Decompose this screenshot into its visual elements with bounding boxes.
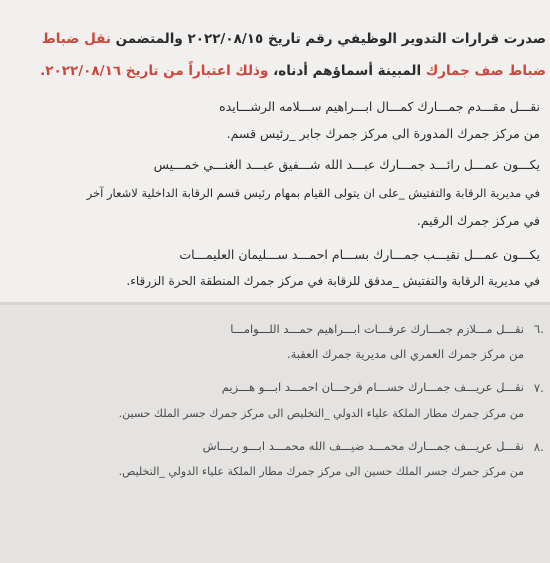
header-line-2-black: المبينة أسماؤهم أدناه، (273, 63, 422, 79)
item-2-line-3: في مركز جمرك الرقيم. (416, 213, 540, 228)
item-3-line-1: يكـــون عمـــل نقيـــب جمـــارك بســـام احمـــد ســـليمان العليمـــات (179, 247, 540, 262)
header-line-1-black: صدرت قرارات التدوير الوظيفي رقم تاريخ ٢٠٢٢/٠٨/١٥ والمتضمن (115, 31, 546, 47)
item-7-line-2: من مركز جمرك مطار الملكة علياء الدولي _التخليص الى مركز جمرك جسر الملك حسين. (118, 407, 524, 420)
header-line-2-red-a: ضباط صف جمارك (425, 63, 546, 79)
item-8-number: ٨. (533, 440, 544, 454)
item-7-line-1: نقـــل عريـــف جمـــارك حســـام فرحـــان احمـــد ابـــو هـــزيم (221, 380, 524, 394)
lower-sheet (0, 305, 550, 563)
item-6-line-1: نقـــل مـــلازم جمـــارك عرفـــات ابـــراهيم حمـــد اللـــوامـــا (230, 322, 524, 336)
header-line-2 (40, 62, 546, 80)
item-1-line-2: من مركز جمرك المدورة الى مركز جمرك جابر _رئيس قسم. (226, 126, 540, 141)
item-6-number: ٦. (533, 322, 544, 336)
item-6-line-2: من مركز جمرك العمري الى مديرية جمرك العقبة. (287, 347, 524, 361)
item-2-line-1: يكـــون عمـــل رائـــد جمـــارك عبـــد الله شـــفيق عبـــد الغنـــي خمـــيس (153, 157, 540, 172)
item-7-number: ٧. (533, 381, 544, 395)
item-2-line-2: في مديرية الرقابة والتفتيش _على ان يتولى القيام بمهام رئيس قسم الرقابة الداخلية لاشعار آخر (86, 186, 540, 200)
item-8-line-2: من مركز جمرك جسر الملك حسين الى مركز جمرك مطار الملكة علياء الدولي _التخليص. (118, 465, 524, 478)
header-line-1-red: نقل ضباط (41, 31, 111, 47)
header-line-2-red-b: وذلك اعتباراً من تاريخ ٢٠٢٢/٠٨/١٦. (40, 63, 269, 79)
header-line-1 (42, 30, 546, 48)
item-1-line-1: نقـــل مقـــدم جمـــارك كمـــال ابـــراهيم ســـلامه الرشـــايده (219, 99, 540, 114)
item-3-line-2: في مديرية الرقابة والتفتيش _مدقق للرقابة في مركز جمرك المنطقة الحرة الزرقاء. (126, 274, 540, 288)
item-8-line-1: نقـــل عريـــف جمـــارك محمـــد ضيـــف الله محمـــد ابـــو ريـــاش (202, 439, 524, 453)
